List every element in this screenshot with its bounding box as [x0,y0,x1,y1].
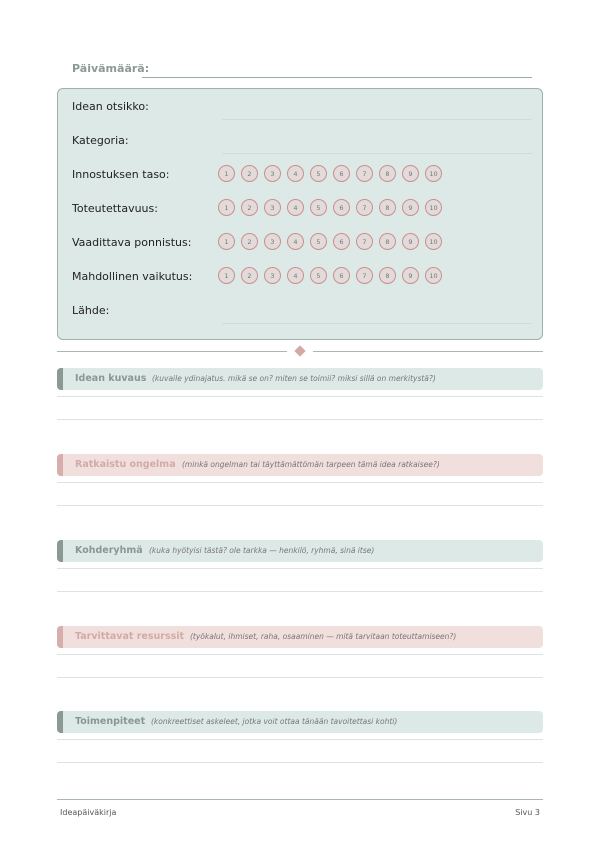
footer-title: Ideapäiväkirja [60,808,117,817]
rating-row-feasibility [72,199,532,219]
rating-label: Vaadittava ponnistus: [72,236,192,249]
section-target-group [57,540,543,562]
rating-row-enthusiasm [72,165,532,185]
rating-option[interactable]: 5 [310,165,327,182]
section-resources [57,626,543,648]
rating-option[interactable]: 8 [379,267,396,284]
rating-row-effort [72,233,532,253]
section-hint: (kuvaile ydinajatus. mikä se on? miten se toimii? miksi sillä on merkitystä?) [152,374,436,383]
section-accent-bar [57,368,63,390]
rating-option[interactable]: 2 [241,233,258,250]
date-label: Päivämäärä: [72,62,150,75]
rating-option[interactable]: 1 [218,267,235,284]
rating-option[interactable]: 6 [333,165,350,182]
writing-line[interactable] [57,419,543,420]
section-hint: (työkalut, ihmiset, raha, osaaminen — mitä tarvitaan toteuttamiseen?) [190,632,457,641]
rating-option[interactable]: 3 [264,233,281,250]
writing-line[interactable] [57,482,543,483]
rating-option[interactable]: 8 [379,165,396,182]
section-accent-bar [57,454,63,476]
rating-option[interactable]: 3 [264,165,281,182]
rating-option[interactable]: 2 [241,199,258,216]
section-hint: (minkä ongelman tai täyttämättömän tarpeen tämä idea ratkaisee?) [182,460,440,469]
rating-label: Mahdollinen vaikutus: [72,270,193,283]
section-title: Idean kuvaus [75,373,147,384]
rating-option[interactable]: 4 [287,165,304,182]
rating-option[interactable]: 5 [310,267,327,284]
rating-option[interactable]: 2 [241,165,258,182]
rating-option[interactable]: 10 [425,199,442,216]
date-row [72,62,532,80]
section-title: Tarvittavat resurssit [75,631,185,642]
rating-label: Innostuksen taso: [72,168,170,181]
section-action-steps [57,711,543,733]
writing-line[interactable] [57,677,543,678]
writing-line[interactable] [57,654,543,655]
footer-divider [57,799,543,800]
rating-option[interactable]: 1 [218,165,235,182]
date-input-line[interactable] [142,77,532,78]
rating-option[interactable]: 4 [287,267,304,284]
writing-line[interactable] [57,762,543,763]
rating-row-impact [72,267,532,287]
category-label: Kategoria: [72,134,129,147]
section-accent-bar [57,540,63,562]
rating-option[interactable]: 7 [356,165,373,182]
rating-option[interactable]: 2 [241,267,258,284]
rating-option[interactable]: 4 [287,199,304,216]
rating-option[interactable]: 6 [333,233,350,250]
writing-line[interactable] [57,739,543,740]
page-number: Sivu 3 [515,808,540,817]
section-title: Ratkaistu ongelma [75,459,176,470]
category-input-line[interactable] [222,153,532,154]
rating-option[interactable]: 9 [402,267,419,284]
section-hint: (kuka hyötyisi tästä? ole tarkka — henkilö, ryhmä, sinä itse) [149,546,375,555]
section-idea-description [57,368,543,390]
section-accent-bar [57,626,63,648]
category-field [72,131,532,151]
section-accent-bar [57,711,63,733]
rating-option[interactable]: 7 [356,233,373,250]
idea-info-card [57,88,543,340]
rating-option[interactable]: 9 [402,233,419,250]
rating-option[interactable]: 9 [402,199,419,216]
rating-option[interactable]: 8 [379,233,396,250]
writing-line[interactable] [57,396,543,397]
divider-left [57,351,287,352]
rating-option[interactable]: 10 [425,165,442,182]
writing-line[interactable] [57,505,543,506]
writing-line[interactable] [57,568,543,569]
idea-title-input-line[interactable] [222,119,532,120]
rating-option[interactable]: 4 [287,233,304,250]
rating-option[interactable]: 6 [333,267,350,284]
section-title: Toimenpiteet [75,716,146,727]
idea-title-label: Idean otsikko: [72,100,149,113]
source-input-line[interactable] [222,323,532,324]
section-title: Kohderyhmä [75,545,143,556]
source-field [72,301,532,321]
rating-option[interactable]: 10 [425,233,442,250]
idea-title-field [72,97,532,117]
rating-option[interactable]: 5 [310,199,327,216]
rating-option[interactable]: 10 [425,267,442,284]
rating-option[interactable]: 6 [333,199,350,216]
rating-option[interactable]: 3 [264,267,281,284]
rating-option[interactable]: 7 [356,267,373,284]
section-problem-solved [57,454,543,476]
rating-option[interactable]: 1 [218,233,235,250]
rating-option[interactable]: 7 [356,199,373,216]
source-label: Lähde: [72,304,110,317]
rating-option[interactable]: 1 [218,199,235,216]
rating-label: Toteutettavuus: [72,202,158,215]
section-hint: (konkreettiset askeleet, jotka voit ottaa tänään tavoitettasi kohti) [151,717,398,726]
divider-diamond-icon [294,345,305,356]
rating-option[interactable]: 8 [379,199,396,216]
rating-option[interactable]: 5 [310,233,327,250]
rating-option[interactable]: 9 [402,165,419,182]
rating-option[interactable]: 3 [264,199,281,216]
writing-line[interactable] [57,591,543,592]
divider-right [313,351,543,352]
